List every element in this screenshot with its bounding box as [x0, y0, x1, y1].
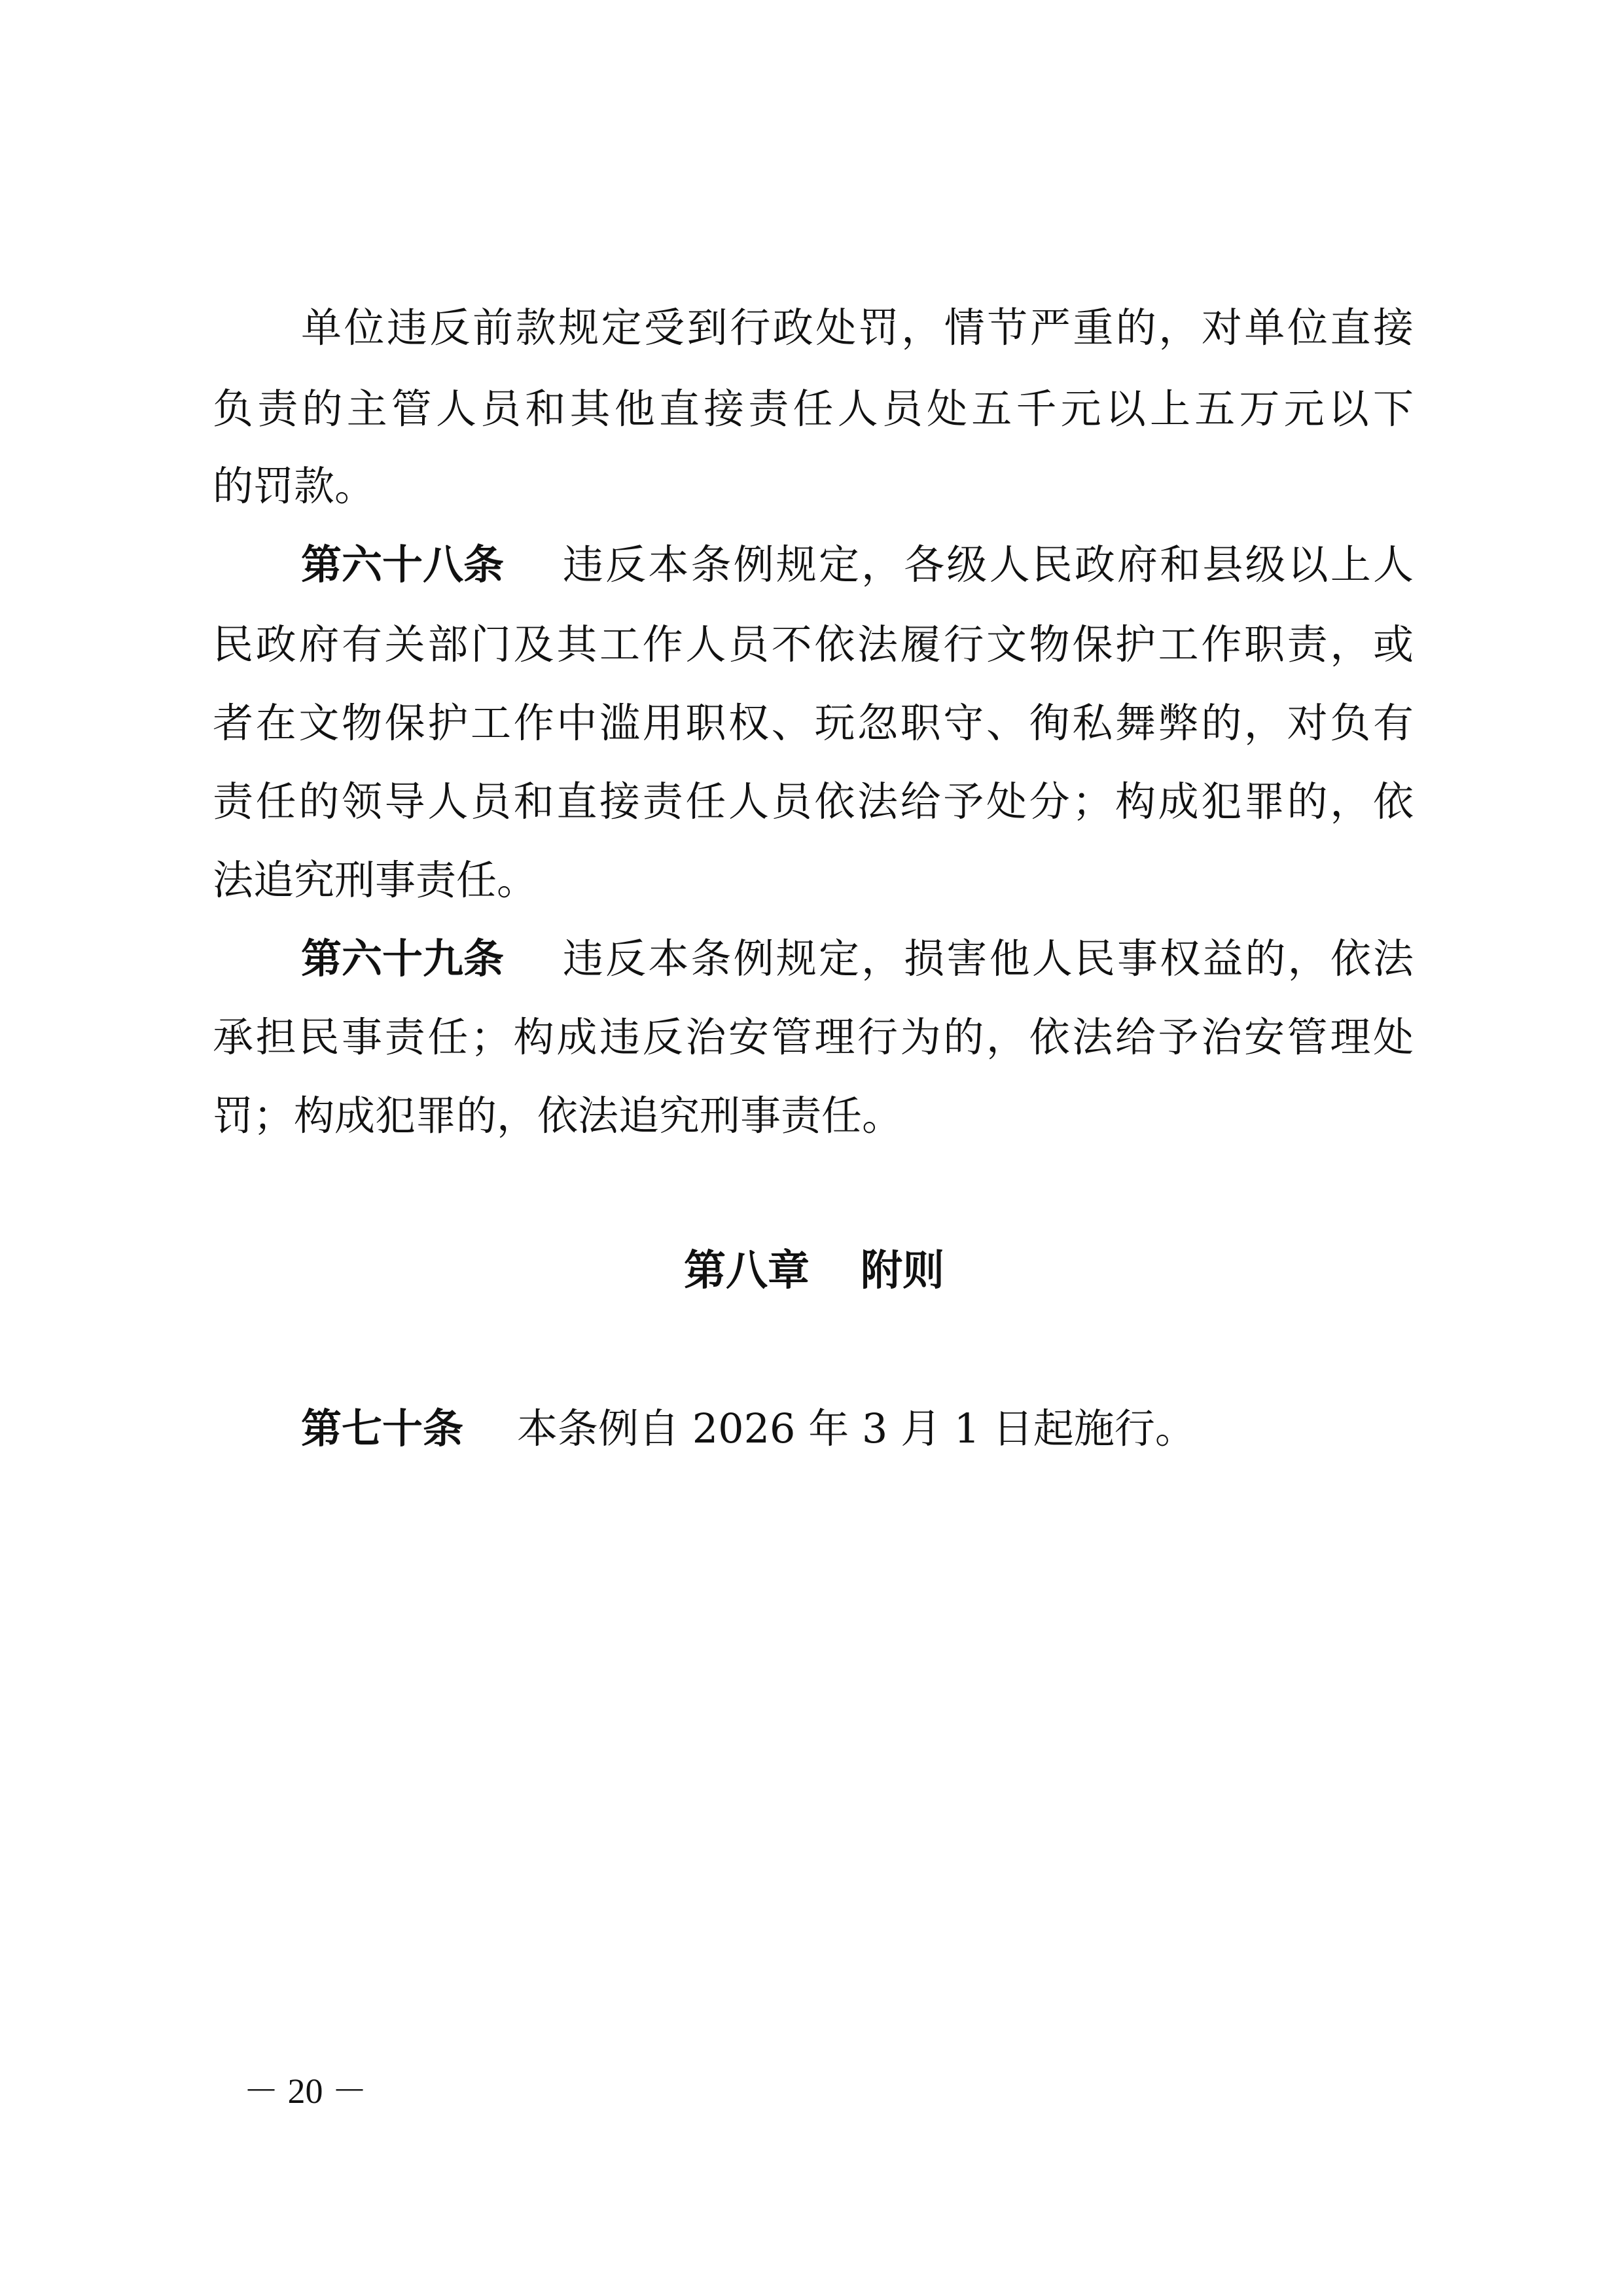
paragraph-line: 负责的主管人员和其他直接责任人员处五千元以上五万元以下	[213, 385, 1414, 433]
paragraph-line: 的罚款。	[213, 462, 376, 510]
paragraph-line: 承担民事责任；构成违反治安管理行为的，依法给予治安管理处	[213, 1013, 1414, 1061]
paragraph-line: 罚；构成犯罪的，依法追究刑事责任。	[213, 1092, 903, 1139]
chapter-title: 附则	[861, 1247, 944, 1295]
chapter-number: 第八章	[684, 1247, 810, 1295]
page-number: － 20 －	[243, 2072, 367, 2111]
paragraph-line: 法追究刑事责任。	[213, 856, 538, 904]
paragraph-line: 民政府有关部门及其工作人员不依法履行文物保护工作职责，或	[213, 620, 1414, 668]
article-70-text: 本条例自 2026 年 3 月 1 日起施行。	[517, 1405, 1196, 1452]
article-70-heading: 第七十条	[301, 1405, 464, 1452]
paragraph-line: 违反本条例规定，各级人民政府和县级以上人	[563, 541, 1414, 588]
article-68-heading: 第六十八条	[301, 541, 505, 588]
article-69-heading: 第六十九条	[301, 935, 505, 982]
paragraph-line: 者在文物保护工作中滥用职权、玩忽职守、徇私舞弊的，对负有	[213, 699, 1414, 747]
paragraph-line: 责任的领导人员和直接责任人员依法给予处分；构成犯罪的，依	[213, 778, 1414, 825]
paragraph-line: 单位违反前款规定受到行政处罚，情节严重的，对单位直接	[301, 304, 1414, 351]
paragraph-line: 违反本条例规定，损害他人民事权益的，依法	[563, 935, 1414, 982]
